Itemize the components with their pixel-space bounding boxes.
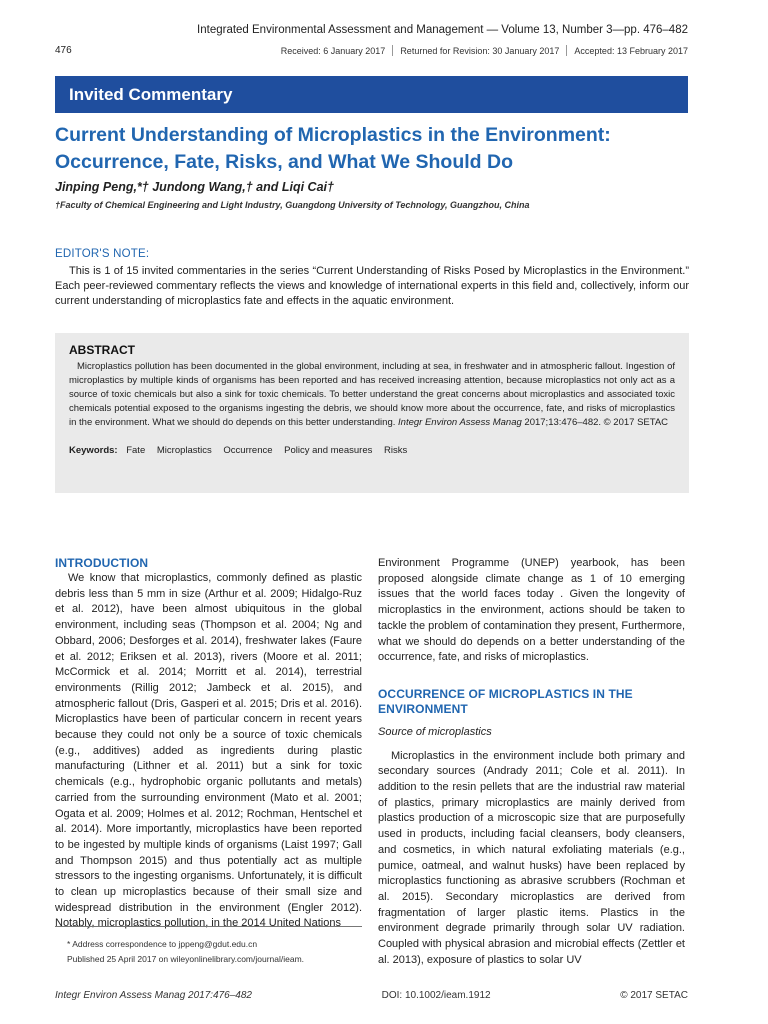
- keywords-label: Keywords:: [69, 445, 118, 456]
- right-column: [378, 556, 685, 968]
- introduction-text: We know that microplastics, commonly defined as plastic debris less than 5 mm in size (Arthur et al. 2009; Hidalgo-Ruz et al. 2012), have been almost ubiquitous in the global environment, including seas (Thompson et al. 2004; Ng and Obbard, 2006; Desforges et al. 2014), freshwater lakes (Faure et al. 2012; Eriksen et al. 2013), rivers (Moore et al. 2011; McCormick et al. 2014; Morritt et al. 2014), terrestrial environments (Rillig 2012; Jambeck et al. 2015), and atmospheric fallout (Dris, Gasperi et al. 2015; Dris et al. 2016). Microplastics have been of particular concern in recent years because they could not only be a source of toxic chemicals (e.g., additives) added as ingredients during plastic manufacturing (Lithner et al. 2011) but a sink for toxic chemicals (e.g., hydrophobic organic pollutants and metals) carried from the surrounding environment (Mato et al. 2001; Ogata et al. 2009; Holmes et al. 2012; Rochman, Hentschel et al. 2014). More importantly, microplastics have been reported to be ingested by multiple kinds of organisms (Laist 1997; Gall and Thompson 2015) and thus potentially act as multiple stressors to the ingesting organisms. Unfortunately, it is difficult to clean up microplastics because of their small size and widespread distribution in the environment (Engler 2012). Notably, microplastics pollution, in the 2014 United Nations: [55, 572, 362, 930]
- footnote: [55, 926, 362, 967]
- abstract-heading: ABSTRACT: [69, 343, 135, 357]
- source-subheading: Source of microplastics: [378, 725, 492, 738]
- keywords: [69, 445, 675, 456]
- published-note: Published 25 April 2017 on wileyonlinelibrary.com/journal/ieam.: [67, 954, 305, 964]
- footer-doi: DOI: 10.1002/ieam.1912: [381, 990, 491, 1001]
- accepted-date: Accepted: 13 February 2017: [574, 45, 688, 56]
- keyword: Risks: [384, 445, 408, 456]
- left-column: [55, 556, 362, 932]
- abstract-text: [69, 360, 675, 430]
- affiliation: †Faculty of Chemical Engineering and Light Industry, Guangdong University of Technology, Guangzhou, China: [55, 200, 530, 210]
- keyword: Policy and measures: [284, 445, 373, 456]
- footer-copyright: © 2017 SETAC: [620, 990, 688, 1001]
- abstract-body: Microplastics pollution has been documented in the global environment, including at sea, in freshwater and in atmospheric fallout. Ingestion of microplastics by multiple kinds of organisms has been reported and has received increasing attention, because microplastics not only act as a source of toxic chemicals but also a sink for toxic chemicals. To better understand the great concerns about microplastics and associated toxic chemicals potential exposed to the organisms ingesting the debris, we should know more about the occurrence, fate, and risks of microplastics in the environment. What we should do depends on this better understanding.: [69, 361, 675, 428]
- date-divider: [392, 45, 393, 56]
- abstract-box: [55, 333, 689, 493]
- article-type-banner: Invited Commentary: [55, 76, 688, 113]
- introduction-continued: Environment Programme (UNEP) yearbook, has been proposed alongside climate change as 1 of 10 emerging issues that the world faces today . Given the longevity of microplastics in the environment, actions should be taken to tackle the problem of contamination they present, Furthermore, what we should do depends on a better understanding of the occurrence, fate, and risks of microplastics.: [378, 557, 685, 664]
- footer-journal-ref: Integr Environ Assess Manag 2017:476–482: [55, 990, 252, 1001]
- editors-note-text: This is 1 of 15 invited commentaries in the series “Current Understanding of Risks Posed by Microplastics in the Environment.” Each peer-reviewed commentary reflects the views and knowledge of international experts in this field and, collectively, inform our current understanding of microplastics fate and effects in the aquatic environment.: [55, 265, 689, 307]
- received-date: Received: 6 January 2017: [280, 45, 386, 56]
- article-title: Current Understanding of Microplastics in the Environment: Occurrence, Fate, Risks, and What We Should Do: [55, 124, 611, 173]
- abstract-citation-journal: Integr Environ Assess Manag: [398, 417, 522, 428]
- journal-line: Integrated Environmental Assessment and Management — Volume 13, Number 3—pp. 476–482: [197, 24, 688, 36]
- page-footer: [55, 990, 688, 1001]
- correspondence-note: * Address correspondence to jppeng@gdut.edu.cn: [67, 939, 258, 949]
- keyword: Occurrence: [223, 445, 273, 456]
- abstract-citation-rest: 2017;13:476–482. © 2017 SETAC: [521, 417, 669, 428]
- occurrence-heading: OCCURRENCE OF MICROPLASTICS IN THE ENVIRONMENT: [378, 686, 633, 716]
- revised-date: Returned for Revision: 30 January 2017: [400, 45, 560, 56]
- section-gap: [378, 666, 685, 687]
- keyword: Microplastics: [156, 445, 212, 456]
- introduction-heading: INTRODUCTION: [55, 556, 149, 570]
- keyword: Fate: [126, 445, 146, 456]
- authors: Jinping Peng,*† Jundong Wang,† and Liqi Cai†: [55, 180, 334, 194]
- article-dates: [281, 45, 688, 56]
- date-divider: [566, 45, 567, 56]
- editors-note-heading: EDITOR'S NOTE:: [55, 248, 150, 260]
- page-number: 476: [55, 45, 72, 56]
- occurrence-text: Microplastics in the environment include both primary and secondary sources (Andrady 2011; Cole et al. 2011). In addition to the resin pellets that are the industrial raw material of plastics, primary microplastics are mainly derived from plastics production of a microscopic size that are purposefully used in products, including facial cleansers, body cleansers, and cosmetics, in which natural exfoliating materials (e.g., pumice, oatmeal, and walnut husks) have been replaced by microplastics functioning as abrasive scrubbers (Rochman et al. 2015). Secondary microplastics are derived from fragmentation of larger plastic items. Plastics in the environment degrade primarily through solar UV radiation. Coupled with physical abrasion and microbial effects (Zettler et al. 2013), exposure of plastics to solar UV: [378, 749, 685, 966]
